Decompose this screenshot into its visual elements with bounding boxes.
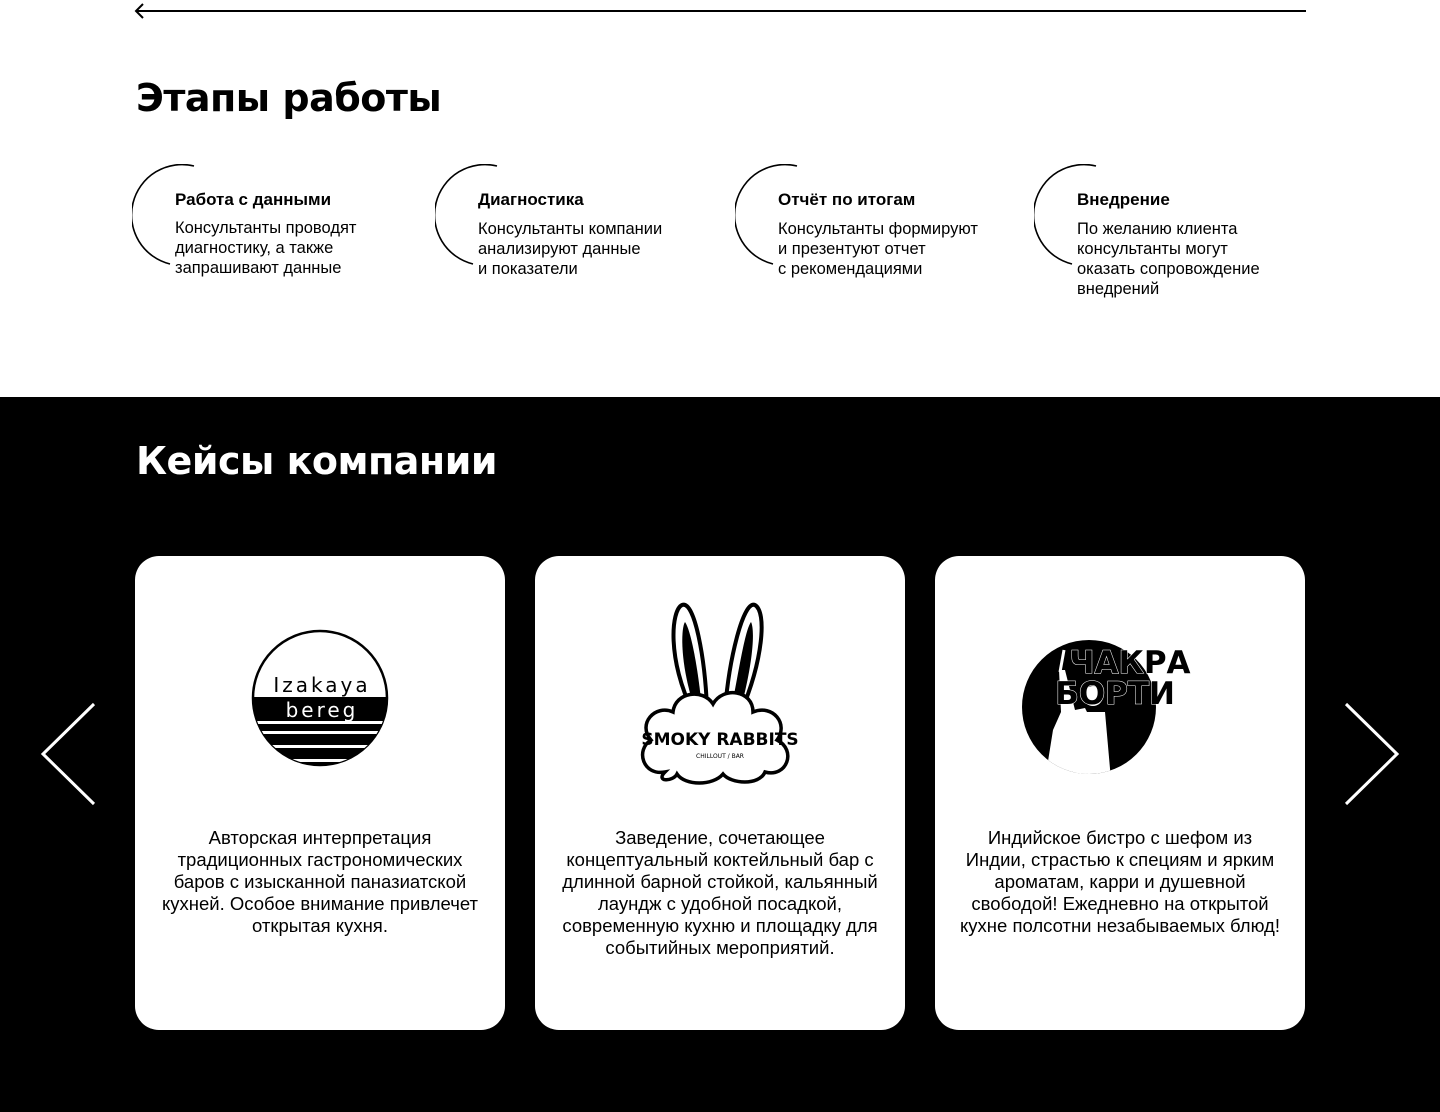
logo-text: БОРТИ <box>1055 676 1175 712</box>
smoky-rabbits-logo <box>535 600 905 790</box>
stage-title: Работа с данными <box>175 190 332 209</box>
cases-title: Кейсы компании <box>136 439 497 483</box>
case-description: Индийское бистро с шефом из Индии, страстью к специям и ярким ароматам, карри и душевной свободой! Ежедневно на открытой кухне полсотни незабываемых блюд! <box>960 827 1280 936</box>
stage-text: Консультанты формируют и презентуют отчет с рекомендациями <box>778 220 978 278</box>
arrow-left-icon[interactable] <box>132 0 1310 24</box>
case-description: Заведение, сочетающее концептуальный коктейльный бар с длинной барной стойкой, кальянный лаундж с удобной посадкой, современную кухню и площадку для событийных мероприятий. <box>562 827 878 958</box>
stage-text: Консультанты компании анализируют данные и показатели <box>478 220 663 278</box>
case-card[interactable] <box>135 556 505 1030</box>
stage-title: Диагностика <box>478 190 584 209</box>
logo-text: bereg <box>285 698 359 722</box>
logo-text: SMOKY RABBITS <box>641 730 799 750</box>
logo-text: Izakaya <box>273 673 371 697</box>
stage-text: Консультанты проводят диагностику, а также запрашивают данные <box>175 219 357 277</box>
izakaya-logo <box>135 600 505 790</box>
case-description: Авторская интерпретация традиционных гастрономических баров с изысканной паназиатской кухней. Особое внимание привлечет открытая кухня. <box>161 827 479 936</box>
case-card[interactable] <box>535 556 905 1030</box>
carousel-prev-button[interactable] <box>38 702 100 811</box>
chevron-left-icon <box>38 702 100 808</box>
logo-text: CHILLOUT / BAR <box>696 753 744 760</box>
stage-title: Отчёт по итогам <box>778 190 916 209</box>
stages-title: Этапы работы <box>136 76 442 120</box>
carousel-next-button[interactable] <box>1340 702 1402 811</box>
stages-section <box>0 0 1440 397</box>
stage-text: По желанию клиента консультанты могут оказать сопровождение внедрений <box>1077 220 1260 298</box>
cases-section <box>0 397 1440 1112</box>
stage-title: Внедрение <box>1077 190 1170 209</box>
chakra-borti-logo <box>935 600 1305 790</box>
chevron-right-icon <box>1340 702 1402 808</box>
case-card[interactable] <box>935 556 1305 1030</box>
logo-text: ЧАКРА <box>1069 645 1191 681</box>
